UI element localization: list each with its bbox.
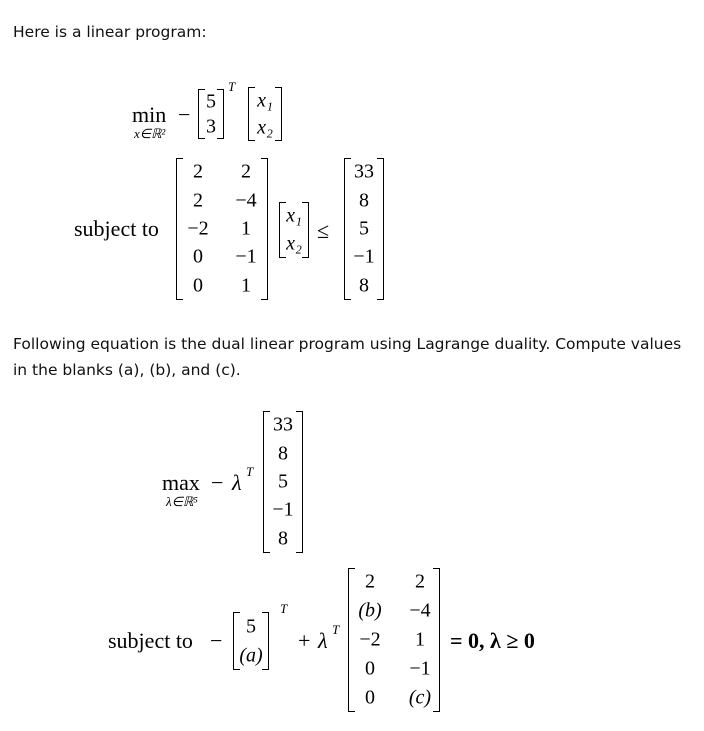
p-A-cell: 2 bbox=[241, 160, 251, 183]
lambda-symbol: λ bbox=[232, 470, 242, 495]
d-b-cell: 33 bbox=[273, 413, 293, 436]
intro-text: Here is a linear program: bbox=[13, 23, 207, 41]
subject-to-label-2: subject to bbox=[108, 628, 193, 653]
d-A-cell: −1 bbox=[409, 657, 431, 680]
p-x-cell: x₂ bbox=[257, 116, 273, 138]
d-A-cell: (b) bbox=[358, 599, 382, 622]
dual-c-vector bbox=[233, 612, 269, 670]
question-text: Following equation is the dual linear program using Lagrange duality. Compute values in the blanks (a), (b), and (c). bbox=[13, 335, 682, 379]
d-A-cell: −2 bbox=[359, 628, 381, 651]
d-A-cell: 0 bbox=[365, 686, 375, 709]
d-A-cell: 0 bbox=[365, 657, 375, 680]
transpose-mark: T bbox=[228, 79, 236, 94]
p-b-cell: 5 bbox=[359, 217, 369, 240]
d-b-cell: 5 bbox=[278, 470, 288, 493]
p-b-cell: 8 bbox=[359, 189, 369, 212]
p-b-cell: −1 bbox=[353, 245, 375, 268]
p-x-cell: x₁ bbox=[257, 89, 273, 111]
leq-sign: ≤ bbox=[317, 218, 330, 243]
dual-constraint: = 0, λ ≥ 0 bbox=[450, 628, 535, 653]
transpose-mark-3: T bbox=[280, 601, 288, 616]
p-x2-cell: x₁ bbox=[286, 204, 302, 227]
dual-b-vector bbox=[263, 411, 303, 553]
p-A-cell: −1 bbox=[235, 245, 257, 268]
primal-b-vector bbox=[344, 158, 384, 300]
d-A-cell: 2 bbox=[365, 570, 375, 593]
p-b-cell: 33 bbox=[354, 160, 374, 183]
primal-x-vector-2 bbox=[279, 202, 309, 258]
transpose-mark-4: T bbox=[332, 622, 340, 637]
p-A-cell: 2 bbox=[193, 160, 203, 183]
dual-A-matrix bbox=[348, 568, 440, 712]
primal-A-matrix bbox=[176, 158, 268, 300]
p-A-cell: 0 bbox=[193, 245, 203, 268]
min-domain: x∈ℝ² bbox=[134, 126, 166, 141]
primal-c-vector bbox=[198, 89, 224, 139]
d-A-cell: −4 bbox=[409, 599, 431, 622]
p-A-cell: 1 bbox=[241, 217, 251, 240]
subject-to-label: subject to bbox=[74, 216, 159, 241]
d-b-cell: −1 bbox=[272, 498, 294, 521]
p-x2-cell: x₂ bbox=[286, 232, 302, 255]
p-c-cell: 5 bbox=[206, 90, 216, 112]
p-A-cell: 1 bbox=[241, 274, 251, 297]
d-A-cell: (c) bbox=[408, 686, 432, 709]
minus-sign-2: − bbox=[211, 470, 224, 495]
minus-sign-3: − bbox=[210, 628, 223, 653]
p-A-cell: 2 bbox=[193, 189, 203, 212]
d-c-cell: (a) bbox=[239, 644, 263, 666]
transpose-mark-2: T bbox=[246, 464, 254, 479]
min-operator: min bbox=[132, 102, 167, 127]
d-A-cell: 1 bbox=[415, 628, 425, 651]
d-b-cell: 8 bbox=[278, 442, 288, 465]
p-c-cell: 3 bbox=[206, 115, 216, 137]
lambda-symbol-2: λ bbox=[318, 628, 328, 653]
primal-x-vector bbox=[248, 87, 282, 141]
d-A-cell: 2 bbox=[415, 570, 425, 593]
minus-sign: − bbox=[178, 102, 191, 127]
max-operator: max bbox=[162, 470, 200, 495]
p-A-cell: 0 bbox=[193, 274, 203, 297]
max-domain: λ∈ℝ⁵ bbox=[166, 494, 198, 509]
plus-sign: + bbox=[298, 628, 311, 653]
p-b-cell: 8 bbox=[359, 274, 369, 297]
p-A-cell: −2 bbox=[187, 217, 209, 240]
d-c-cell: 5 bbox=[246, 615, 256, 637]
d-b-cell: 8 bbox=[278, 527, 288, 550]
p-A-cell: −4 bbox=[235, 189, 257, 212]
